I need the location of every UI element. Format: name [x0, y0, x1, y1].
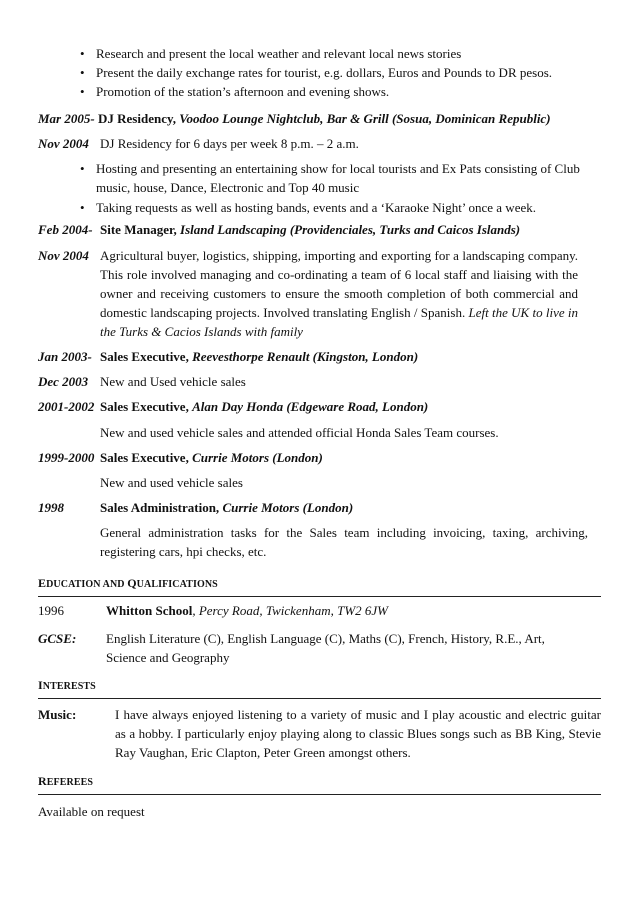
site-employer: Island Landscaping (Providenciales, Turks and Caicos Islands)	[180, 222, 521, 237]
currie1-date: 1999-2000	[38, 450, 95, 465]
school-name: Whitton School	[106, 603, 193, 618]
reeves-date-start: Jan 2003-	[38, 349, 92, 364]
education-school	[106, 601, 388, 620]
currie2-date: 1998	[38, 500, 64, 515]
heading-rest: UALIFICATIONS	[136, 579, 218, 590]
reeves-role: Sales Executive,	[100, 349, 189, 364]
education-heading	[38, 574, 601, 597]
education-gcse-row	[38, 629, 601, 669]
heading-initial: R	[38, 774, 47, 788]
honda-date: 2001-2002	[38, 399, 95, 414]
currie1-employer: Currie Motors (London)	[192, 450, 323, 465]
list-item: • Present the daily exchange rates for tourist, e.g. dollars, Euros and Pounds to DR pesos.	[80, 63, 610, 82]
referees-heading	[38, 772, 601, 795]
reeves-date-end: Dec 2003	[38, 374, 89, 389]
education-year: 1996	[38, 603, 64, 618]
currie1-job-title	[100, 448, 323, 467]
list-item: • Research and present the local weather and relevant local news stories	[80, 44, 610, 63]
heading-rest: DUCATION AND	[46, 579, 128, 590]
honda-job-title	[100, 397, 428, 416]
currie2-role: Sales Administration,	[100, 500, 220, 515]
list-item: • Taking requests as well as hosting bands, events and a ‘Karaoke Night’ once a week.	[80, 198, 596, 217]
honda-employer: Alan Day Honda (Edgeware Road, London)	[192, 399, 429, 414]
site-date-start: Feb 2004-	[38, 222, 93, 237]
heading-rest: NTERESTS	[42, 681, 96, 692]
site-description	[100, 246, 578, 341]
radio-duties-list	[80, 44, 610, 101]
dj-duties-list	[80, 159, 596, 217]
dj-date-start: Mar 2005-	[38, 111, 95, 126]
music-text: I have always enjoyed listening to a variety of music and I play acoustic and electric guitar as a hobby. I particularly enjoy playing along to classic Blues songs such as BB King, Stevie Ray Vaughan, Eric Clapton, Peter Green amongst others.	[115, 707, 601, 760]
school-address: , Percy Road, Twickenham, TW2 6JW	[192, 603, 389, 618]
dj-role: DJ Residency,	[98, 111, 176, 126]
currie2-description: General administration tasks for the Sales team including invoicing, taxing, archiving, registering cars, hpi checks, etc.	[100, 525, 588, 559]
list-item: • Promotion of the station’s afternoon and evening shows.	[80, 82, 610, 101]
reeves-description: New and Used vehicle sales	[100, 374, 246, 389]
site-note: Left the UK to live in the Turks & Cacios Islands with family	[100, 305, 579, 339]
interests-heading	[38, 676, 601, 699]
dj-date-end: Nov 2004	[38, 136, 89, 151]
site-role: Site Manager,	[100, 222, 177, 237]
currie2-employer: Currie Motors (London)	[222, 500, 354, 515]
heading-initial: Q	[127, 576, 137, 590]
currie1-description: New and used vehicle sales	[100, 475, 243, 490]
honda-description: New and used vehicle sales and attended official Honda Sales Team courses.	[100, 425, 499, 440]
interests-music-row	[38, 705, 601, 765]
reeves-employer: Reevesthorpe Renault (Kingston, London)	[192, 349, 419, 364]
referees-text: Available on request	[38, 804, 145, 819]
currie2-job-title	[100, 498, 353, 517]
currie1-role: Sales Executive,	[100, 450, 189, 465]
honda-role: Sales Executive,	[100, 399, 189, 414]
heading-rest: EFEREES	[46, 777, 94, 788]
dj-job-title	[98, 109, 551, 128]
heading-initial: E	[38, 576, 47, 590]
heading-initial: I	[38, 678, 43, 692]
gcse-subjects: English Literature (C), English Language (C), Maths (C), French, History, R.E., Art, Science and Geography	[106, 631, 545, 665]
gcse-label: GCSE:	[38, 631, 77, 646]
list-item: • Hosting and presenting an entertaining show for local tourists and Ex Pats consisting of Club music, house, Dance, Electronic and Top 40 music	[80, 159, 596, 197]
dj-employer: Voodoo Lounge Nightclub, Bar & Grill (Sosua, Dominican Republic)	[179, 111, 551, 126]
reeves-job-title	[100, 347, 418, 366]
dj-summary: DJ Residency for 6 days per week 8 p.m. – 2 a.m.	[100, 136, 359, 151]
site-date-end: Nov 2004	[38, 248, 89, 263]
site-job-title	[100, 220, 520, 239]
music-label: Music:	[38, 707, 77, 722]
site-description-text: Agricultural buyer, logistics, shipping, importing and exporting for a landscaping company. This role involved managing and co-ordinating a team of 6 local staff and liaising with the owner and receiving customers to ensure the smooth completion of both commercial and domestic landscaping projects. Involved translating English / Spanish.	[100, 248, 578, 320]
